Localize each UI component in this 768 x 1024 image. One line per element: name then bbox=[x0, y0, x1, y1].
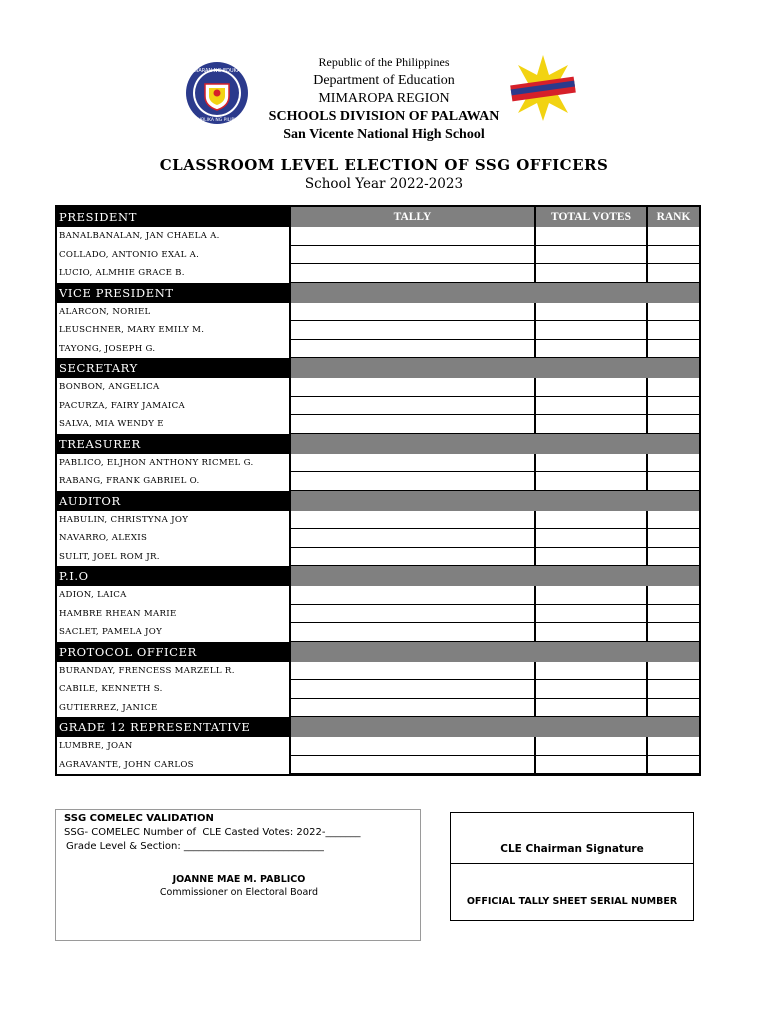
position-header-bar bbox=[289, 491, 699, 511]
candidate-name: AGRAVANTE, JOHN CARLOS bbox=[59, 759, 194, 770]
candidate-row bbox=[57, 529, 699, 548]
signature-box bbox=[450, 812, 694, 921]
candidate-row bbox=[57, 264, 699, 283]
tally-cell[interactable] bbox=[289, 548, 534, 567]
total-votes-cell[interactable] bbox=[534, 511, 646, 530]
total-votes-cell[interactable] bbox=[534, 529, 646, 548]
tally-cell[interactable] bbox=[289, 454, 534, 473]
candidate-row bbox=[57, 340, 699, 359]
candidate-name: BANALBANALAN, JAN CHAELA A. bbox=[59, 231, 220, 241]
candidate-name: COLLADO, ANTONIO EXAL A. bbox=[59, 249, 200, 260]
candidate-name: CABILE, KENNETH S. bbox=[59, 684, 163, 694]
candidate-row bbox=[57, 511, 699, 530]
commissioner-name: JOANNE MAE M. PABLICO bbox=[172, 874, 306, 885]
rank-cell[interactable] bbox=[646, 246, 699, 265]
total-votes-cell[interactable] bbox=[534, 756, 646, 775]
position-title: AUDITOR bbox=[57, 491, 289, 511]
validation-heading: SSG COMELEC VALIDATION bbox=[64, 813, 214, 824]
header-school: San Vicente National High School bbox=[283, 127, 485, 142]
candidate-name: HAMBRE RHEAN MARIE bbox=[59, 608, 177, 619]
candidate-name: SACLET, PAMELA JOY bbox=[59, 627, 163, 637]
rank-cell[interactable] bbox=[646, 699, 699, 718]
header-department: Department of Education bbox=[313, 73, 455, 88]
candidate-name: BONBON, ANGELICA bbox=[59, 382, 160, 392]
candidate-row bbox=[57, 605, 699, 624]
header-division: SCHOOLS DIVISION OF PALAWAN bbox=[268, 109, 500, 124]
tally-cell[interactable] bbox=[289, 699, 534, 718]
candidate-row bbox=[57, 303, 699, 322]
candidate-name: ALARCON, NORIEL bbox=[59, 306, 151, 317]
tally-cell[interactable] bbox=[289, 321, 534, 340]
rank-cell[interactable] bbox=[646, 529, 699, 548]
total-votes-cell[interactable] bbox=[534, 662, 646, 681]
school-year: School Year 2022-2023 bbox=[304, 176, 464, 192]
chairman-signature-label: CLE Chairman Signature bbox=[500, 843, 644, 855]
rank-cell[interactable] bbox=[646, 605, 699, 624]
total-votes-cell[interactable] bbox=[534, 548, 646, 567]
candidate-name: LEUSCHNER, MARY EMILY M. bbox=[59, 325, 205, 335]
position-header bbox=[57, 491, 699, 511]
tally-cell[interactable] bbox=[289, 397, 534, 416]
total-votes-cell[interactable] bbox=[534, 340, 646, 359]
total-votes-cell[interactable] bbox=[534, 264, 646, 283]
tally-cell[interactable] bbox=[289, 227, 534, 246]
total-votes-cell[interactable] bbox=[534, 605, 646, 624]
candidate-name: GUTIERREZ, JANICE bbox=[59, 702, 158, 713]
candidate-row bbox=[57, 699, 699, 718]
tally-cell[interactable] bbox=[289, 662, 534, 681]
tally-cell[interactable] bbox=[289, 680, 534, 699]
rank-cell[interactable] bbox=[646, 321, 699, 340]
position-title: SECRETARY bbox=[57, 358, 289, 378]
casted-votes-field[interactable]: SSG- COMELEC Number of CLE Casted Votes: 2022-_______ bbox=[64, 827, 361, 838]
candidate-row bbox=[57, 227, 699, 246]
tally-cell[interactable] bbox=[289, 246, 534, 265]
candidate-row bbox=[57, 737, 699, 756]
rank-cell[interactable] bbox=[646, 511, 699, 530]
tally-cell[interactable] bbox=[289, 605, 534, 624]
total-votes-cell[interactable] bbox=[534, 303, 646, 322]
candidate-name: ADION, LAICA bbox=[59, 590, 127, 600]
candidate-name: LUCIO, ALMHIE GRACE B. bbox=[59, 268, 185, 278]
candidate-row bbox=[57, 472, 699, 491]
position-header bbox=[57, 717, 699, 737]
candidate-name: TAYONG, JOSEPH G. bbox=[59, 343, 156, 354]
grade-section-field[interactable]: Grade Level & Section: ____________________________ bbox=[66, 841, 324, 852]
candidate-row bbox=[57, 623, 699, 642]
rank-column-header: RANK bbox=[646, 207, 699, 227]
total-votes-cell[interactable] bbox=[534, 586, 646, 605]
tally-cell[interactable] bbox=[289, 303, 534, 322]
total-votes-cell[interactable] bbox=[534, 415, 646, 434]
rank-cell[interactable] bbox=[646, 454, 699, 473]
total-votes-cell[interactable] bbox=[534, 737, 646, 756]
total-votes-cell[interactable] bbox=[534, 227, 646, 246]
total-votes-column-header: TOTAL VOTES bbox=[534, 207, 646, 227]
svg-text:REPUBLIKA NG PILIPINAS: REPUBLIKA NG PILIPINAS bbox=[189, 118, 245, 123]
rank-cell[interactable] bbox=[646, 756, 699, 775]
position-title: TREASURER bbox=[57, 434, 289, 454]
candidate-name: NAVARRO, ALEXIS bbox=[59, 533, 148, 543]
position-header bbox=[57, 642, 699, 662]
tally-cell[interactable] bbox=[289, 378, 534, 397]
candidate-row bbox=[57, 415, 699, 434]
tally-cell[interactable] bbox=[289, 472, 534, 491]
total-votes-cell[interactable] bbox=[534, 454, 646, 473]
rank-cell[interactable] bbox=[646, 340, 699, 359]
rank-cell[interactable] bbox=[646, 378, 699, 397]
tally-cell[interactable] bbox=[289, 623, 534, 642]
tally-cell[interactable] bbox=[289, 340, 534, 359]
candidate-row bbox=[57, 454, 699, 473]
candidate-row bbox=[57, 756, 699, 775]
rank-cell[interactable] bbox=[646, 264, 699, 283]
serial-number-label: OFFICIAL TALLY SHEET SERIAL NUMBER bbox=[466, 896, 678, 907]
position-header bbox=[57, 566, 699, 586]
tally-cell[interactable] bbox=[289, 586, 534, 605]
candidate-row bbox=[57, 321, 699, 340]
tally-column-header: TALLY bbox=[289, 207, 534, 227]
header-region: MIMAROPA REGION bbox=[318, 91, 450, 106]
signature-divider bbox=[451, 863, 693, 864]
total-votes-cell[interactable] bbox=[534, 397, 646, 416]
position-header-bar bbox=[289, 358, 699, 378]
candidate-row bbox=[57, 548, 699, 567]
tally-cell[interactable] bbox=[289, 529, 534, 548]
candidate-name: RABANG, FRANK GABRIEL O. bbox=[59, 476, 200, 486]
total-votes-cell[interactable] bbox=[534, 378, 646, 397]
rank-cell[interactable] bbox=[646, 586, 699, 605]
position-header-bar bbox=[289, 642, 699, 662]
position-title: PRESIDENT bbox=[57, 207, 289, 227]
position-header-bar bbox=[289, 566, 699, 586]
candidate-row bbox=[57, 662, 699, 681]
tally-cell[interactable] bbox=[289, 756, 534, 775]
candidate-row bbox=[57, 397, 699, 416]
candidate-name: PACURZA, FAIRY JAMAICA bbox=[59, 400, 185, 411]
total-votes-cell[interactable] bbox=[534, 246, 646, 265]
position-header-bar bbox=[289, 283, 699, 303]
position-title: P.I.O bbox=[57, 566, 289, 586]
total-votes-cell[interactable] bbox=[534, 699, 646, 718]
rank-cell[interactable] bbox=[646, 662, 699, 681]
commissioner-role: Commissioner on Electoral Board bbox=[159, 887, 319, 898]
position-header bbox=[57, 358, 699, 378]
candidate-name: BURANDAY, FRENCESS MARZELL R. bbox=[59, 665, 235, 676]
position-header-bar bbox=[289, 717, 699, 737]
candidate-name: SULIT, JOEL ROM JR. bbox=[59, 551, 160, 562]
comelec-validation-box bbox=[55, 809, 421, 941]
rank-cell[interactable] bbox=[646, 227, 699, 246]
position-title: GRADE 12 REPRESENTATIVE bbox=[57, 717, 289, 737]
candidate-row bbox=[57, 246, 699, 265]
rank-cell[interactable] bbox=[646, 303, 699, 322]
tally-cell[interactable] bbox=[289, 264, 534, 283]
svg-text:KAGAWARAN NG EDUKASYON: KAGAWARAN NG EDUKASYON bbox=[180, 68, 254, 74]
rank-cell[interactable] bbox=[646, 680, 699, 699]
candidate-row bbox=[57, 378, 699, 397]
rank-cell[interactable] bbox=[646, 623, 699, 642]
candidate-row bbox=[57, 586, 699, 605]
candidate-row bbox=[57, 680, 699, 699]
total-votes-cell[interactable] bbox=[534, 321, 646, 340]
document-title: CLASSROOM LEVEL ELECTION OF SSG OFFICERS bbox=[159, 156, 609, 174]
rank-cell[interactable] bbox=[646, 472, 699, 491]
tally-cell[interactable] bbox=[289, 415, 534, 434]
position-header bbox=[57, 283, 699, 303]
tally-cell[interactable] bbox=[289, 737, 534, 756]
rank-cell[interactable] bbox=[646, 737, 699, 756]
rank-cell[interactable] bbox=[646, 548, 699, 567]
candidate-name: HABULIN, CHRISTYNA JOY bbox=[59, 514, 189, 525]
total-votes-cell[interactable] bbox=[534, 623, 646, 642]
rank-cell[interactable] bbox=[646, 415, 699, 434]
position-title: PROTOCOL OFFICER bbox=[57, 642, 289, 662]
rank-cell[interactable] bbox=[646, 397, 699, 416]
total-votes-cell[interactable] bbox=[534, 472, 646, 491]
position-title: VICE PRESIDENT bbox=[57, 283, 289, 303]
position-header-bar bbox=[289, 434, 699, 454]
candidate-name: PABLICO, ELJHON ANTHONY RICMEL G. bbox=[59, 457, 254, 468]
candidate-name: LUMBRE, JOAN bbox=[59, 741, 133, 751]
tally-table bbox=[55, 205, 701, 776]
position-header bbox=[57, 434, 699, 454]
candidate-name: SALVA, MIA WENDY E bbox=[59, 419, 164, 429]
header-republic: Republic of the Philippines bbox=[318, 55, 450, 69]
position-header bbox=[57, 207, 699, 227]
tally-cell[interactable] bbox=[289, 511, 534, 530]
total-votes-cell[interactable] bbox=[534, 680, 646, 699]
